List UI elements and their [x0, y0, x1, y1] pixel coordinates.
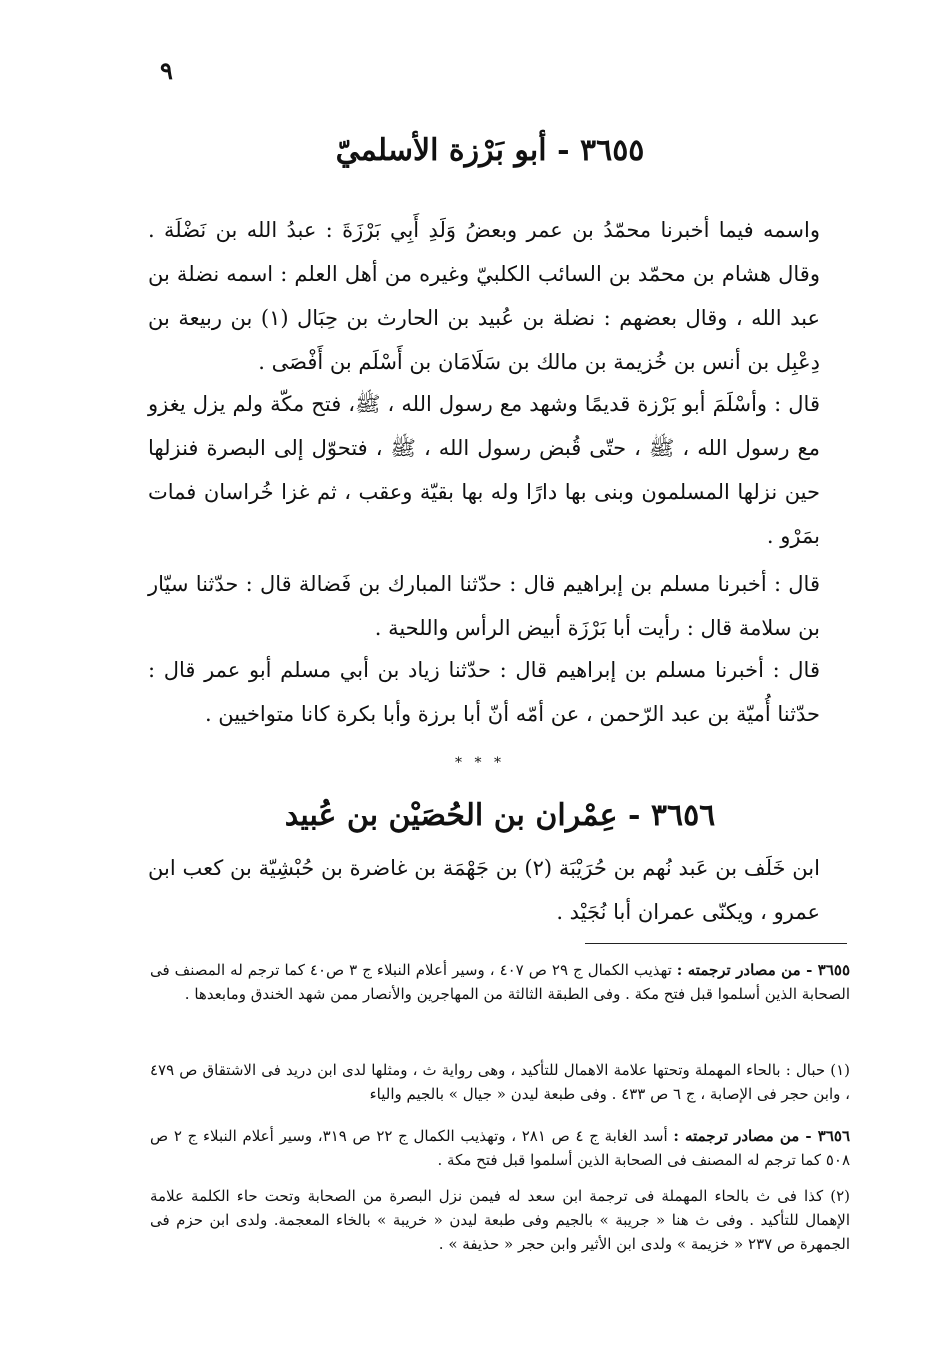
footnote-divider [585, 943, 847, 944]
paragraph-text: قال : وأسْلَمَ أبو بَرْزة قديمًا وشهد مع رسول الله ، ﷺ، فتح مكّة ولم يزل يغزو مع رسول الله ، ﷺ ، حتّى قُبض رسول الله ، ﷺ ، فتحوّل إلى البصرة فنزلها حين نزلها المسلمون وبنى بها دارًا وله بها بقيّة وعقب ، ثم غزا خُراسان فمات بمَرْو . [148, 392, 820, 548]
entry-3655-paragraph-2 [148, 382, 860, 558]
footnote-sources-3655 [150, 958, 850, 1006]
entry-title-3656: ٣٦٥٦ - عِمْران بن الحُصَيْن بن عُبيد [284, 798, 716, 833]
paragraph-text: ابن خَلَف بن عَبد نُهم بن حُرَيْبَة (٢) بن جَهْمَة بن غاضرة بن حُبْشِيّة بن كعب ابن عمرو ، ويكنّى عمران أبا نُجَيْد . [148, 856, 820, 924]
footnote-text: (١) حبال : بالحاء المهملة وتحتها علامة الاهمال للتأكيد ، وهى رواية ث ، ومثلها لدى ابن دريد فى الاشتقاق ص ٤٧٩ ، وابن حجر فى الإصابة ، ج ٦ ص ٤٣٣ . وفى طبعة ليدن « جيال » بالجيم والياء [150, 1061, 850, 1103]
footnote-2 [150, 1184, 850, 1256]
footnote-sources-3656 [150, 1124, 850, 1172]
paragraph-text: قال : أخبرنا مسلم بن إبراهيم قال : حدّثنا المبارك بن فَضالة قال : حدّثنا سيّار بن سلامة قال : رأيت أبا بَرْزَة أبيض الرأس واللحية . [148, 572, 820, 640]
entry-3655-paragraph-1 [148, 208, 860, 384]
footnote-text: تهذيب الكمال ج ٢٩ ص ٤٠٧ ، وسير أعلام النبلاء ج ٣ ص٤٠ كما ترجم له المصنف فى الصحابة الذين أسلموا قبل فتح مكة . وفى الطبقة الثالثة من المهاجرين والأنصار ممن شهد الخندق ومابعدها . [150, 961, 850, 1003]
paragraph-text: قال : أخبرنا مسلم بن إبراهيم قال : حدّثنا زياد بن أبي مسلم أبو عمر قال : حدّثنا أُميّة بن عبد الرّحمن ، عن أمّه أنّ أبا برزة وأبا بكرة كانا متواخيين . [148, 658, 820, 726]
entry-3655-paragraph-3 [148, 562, 860, 650]
footnote-label: ٣٦٥٥ - من مصادر ترجمته : [676, 961, 851, 979]
entry-3656-paragraph-1 [148, 846, 860, 934]
footnote-text: (٢) كذا فى ث بالحاء المهملة فى ترجمة ابن سعد له فيمن نزل البصرة من الصحابة وتحت حاء الكلمة علامة الإهمال للتأكيد . وفى ث هنا « جريبة » بالجيم وفى طبعة ليدن « خريبة » بالخاء المعجمة. ولدى ابن حزم فى الجمهرة ص ٢٣٧ « خزيمة » ولدى ابن الأثير وابن حجر « حذيفة » . [150, 1187, 850, 1253]
page-number: ٩ [160, 56, 173, 85]
footnote-text: أسد الغابة ج ٤ ص ٢٨١ ، وتهذيب الكمال ج ٢٢ ص ٣١٩، وسير أعلام النبلاء ج ٢ ص ٥٠٨ كما ترجم له المصنف فى الصحابة الذين أسلموا قبل فتح مكة . [150, 1127, 850, 1169]
footnote-1 [150, 1058, 850, 1106]
footnote-label: ٣٦٥٦ - من مصادر ترجمته : [673, 1127, 851, 1145]
paragraph-text: واسمه فيما أخبرنا محمّدُ بن عمر وبعضُ وَلَدِ أَبِي بَرْزَةَ : عبدُ الله بن نَضْلَة . وقال هشام بن محمّد بن السائب الكلبيّ وغيره من أهل العلم : اسمه نضلة بن عبد الله ، وقال بعضهم : نضلة بن عُبيد بن الحارث بن حِبَال (١) بن ربيعة بن دِعْبِل بن أنس بن خُزيمة بن مالك بن سَلَامَان بن أَسْلَم بن أَفْصَى . [148, 218, 820, 374]
entry-title-3655: ٣٦٥٥ - أبو بَرْزة الأسلميّ [335, 133, 645, 168]
section-separator: * * * [455, 755, 505, 771]
entry-3655-paragraph-4 [148, 648, 860, 736]
